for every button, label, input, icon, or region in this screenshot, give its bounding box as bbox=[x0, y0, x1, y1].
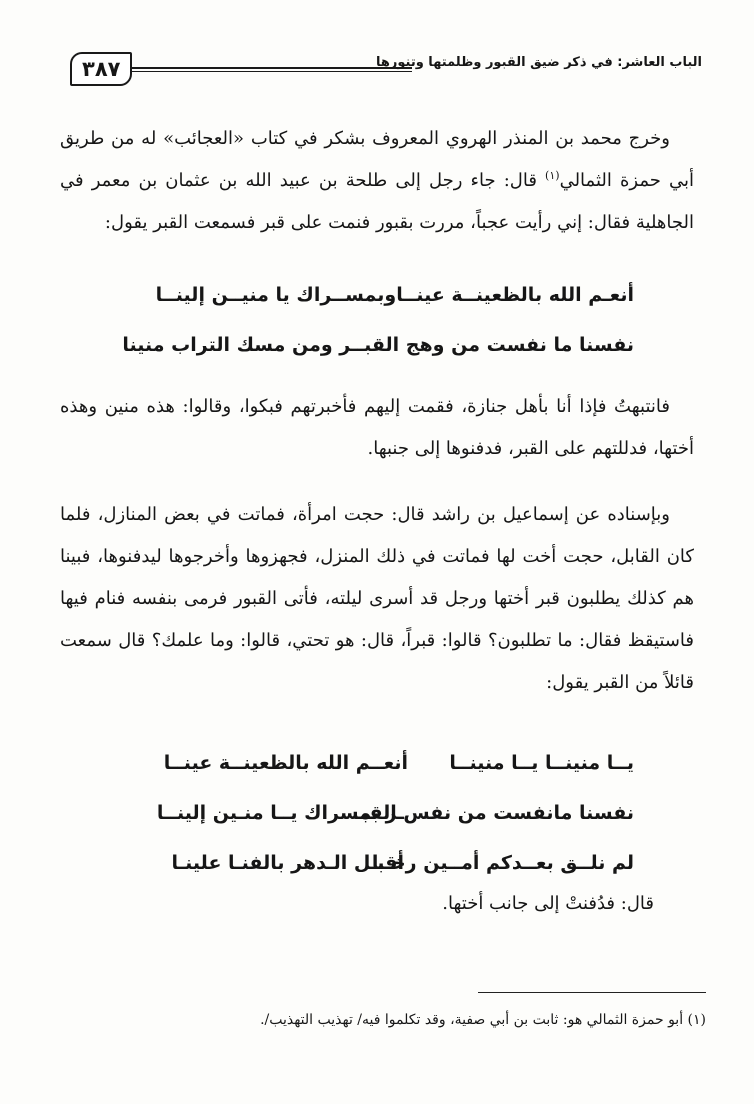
paragraph-1-text-cont: قال: جاء رجل إلى طلحة بن عبيد الله بن عثمان بن معمر في الجاهلية فقال: إني رأيت عجباً، مررت بقبور فنمت على قبر فسمعت القبر يقول: bbox=[60, 170, 694, 233]
verse-hemistich-second: أقبـل الـدهر بالفنـا علينـا bbox=[171, 852, 404, 874]
paragraph-2 bbox=[60, 386, 694, 470]
header-rule bbox=[132, 67, 412, 72]
poem-1 bbox=[60, 270, 694, 370]
verse-hemistich-first: أنعـم الله بالظعينــة عينــا bbox=[396, 284, 634, 306]
verse-hemistich-first: نفسنا مانفست من نفس القبـ bbox=[355, 802, 634, 824]
paragraph-2-text: فانتبهتُ فإذا أنا بأهل جنازة، فقمت إليهم فأخبرتهم فبكوا، وقالوا: هذه منين وهذه أختها، فدللتهم على القبر، فدفنوها إلى جنبها. bbox=[60, 396, 694, 459]
poem-line bbox=[60, 788, 694, 838]
verse-hemistich-second: ـر بمسراك يــا منـين إلينــا bbox=[156, 802, 404, 824]
verse-hemistich-first: يــا منينــا يــا منينــا bbox=[449, 752, 634, 774]
verse-hemistich-second: أنعــم الله بالظعينــة عينــا bbox=[163, 752, 408, 774]
poem-line bbox=[60, 270, 694, 320]
paragraph-1 bbox=[60, 118, 694, 244]
verse-hemistich-first: نفسنا ما نفست من وهج القبـ bbox=[357, 334, 634, 356]
footnote-rule bbox=[478, 992, 706, 993]
poem-line bbox=[60, 838, 694, 888]
verse-hemistich-second: وبمســراك يا منيــن إلينــا bbox=[155, 284, 397, 306]
paragraph-3-text: وبإسناده عن إسماعيل بن راشد قال: حجت امرأة، فماتت في بعض المنازل، فلما كان القابل، حجت أخت لها فماتت في ذلك المنزل، فجهزوها وأخرجوها ليدفنوها، فبينا هم كذلك يطلبون قبر أختها ورجل قد أسرى ليلته، فأتى القبور فرمى بنفسه فنام فيها فاستيقظ فقال: ما تطلبون؟ قالوا: قبراً، قال: هو تحتي، قالوا: وما علمك؟ قال سمعت قائلاً من القبر يقول: bbox=[60, 504, 694, 693]
verse-hemistich-first: لم نلــق بعــدكم أمــين رخــا bbox=[371, 852, 634, 874]
poem-2 bbox=[60, 738, 694, 888]
running-header bbox=[70, 52, 702, 88]
footnote: (١) أبو حمزة الثمالي هو: ثابت بن أبي صفية، وقد تكلموا فيه/ تهذيب التهذيب/. bbox=[260, 1012, 706, 1028]
paragraph-3 bbox=[60, 494, 694, 704]
footnote-marker: (١) bbox=[545, 169, 560, 182]
verse-hemistich-second: ـر ومن مسك التراب منينا bbox=[122, 334, 358, 356]
closing-line: قال: فدُفنتْ إلى جانب أختها. bbox=[442, 893, 654, 914]
poem-line bbox=[60, 738, 694, 788]
poem-line bbox=[60, 320, 694, 370]
paragraph-1-text: وخرج محمد بن المنذر الهروي المعروف بشكر في كتاب «العجائب» له من طريق أبي حمزة الثمالي bbox=[60, 128, 694, 191]
page-number: ٣٨٧ bbox=[70, 52, 132, 86]
chapter-title: الباب العاشر: في ذكر ضيق القبور وظلمتها وتنورها bbox=[375, 55, 702, 70]
